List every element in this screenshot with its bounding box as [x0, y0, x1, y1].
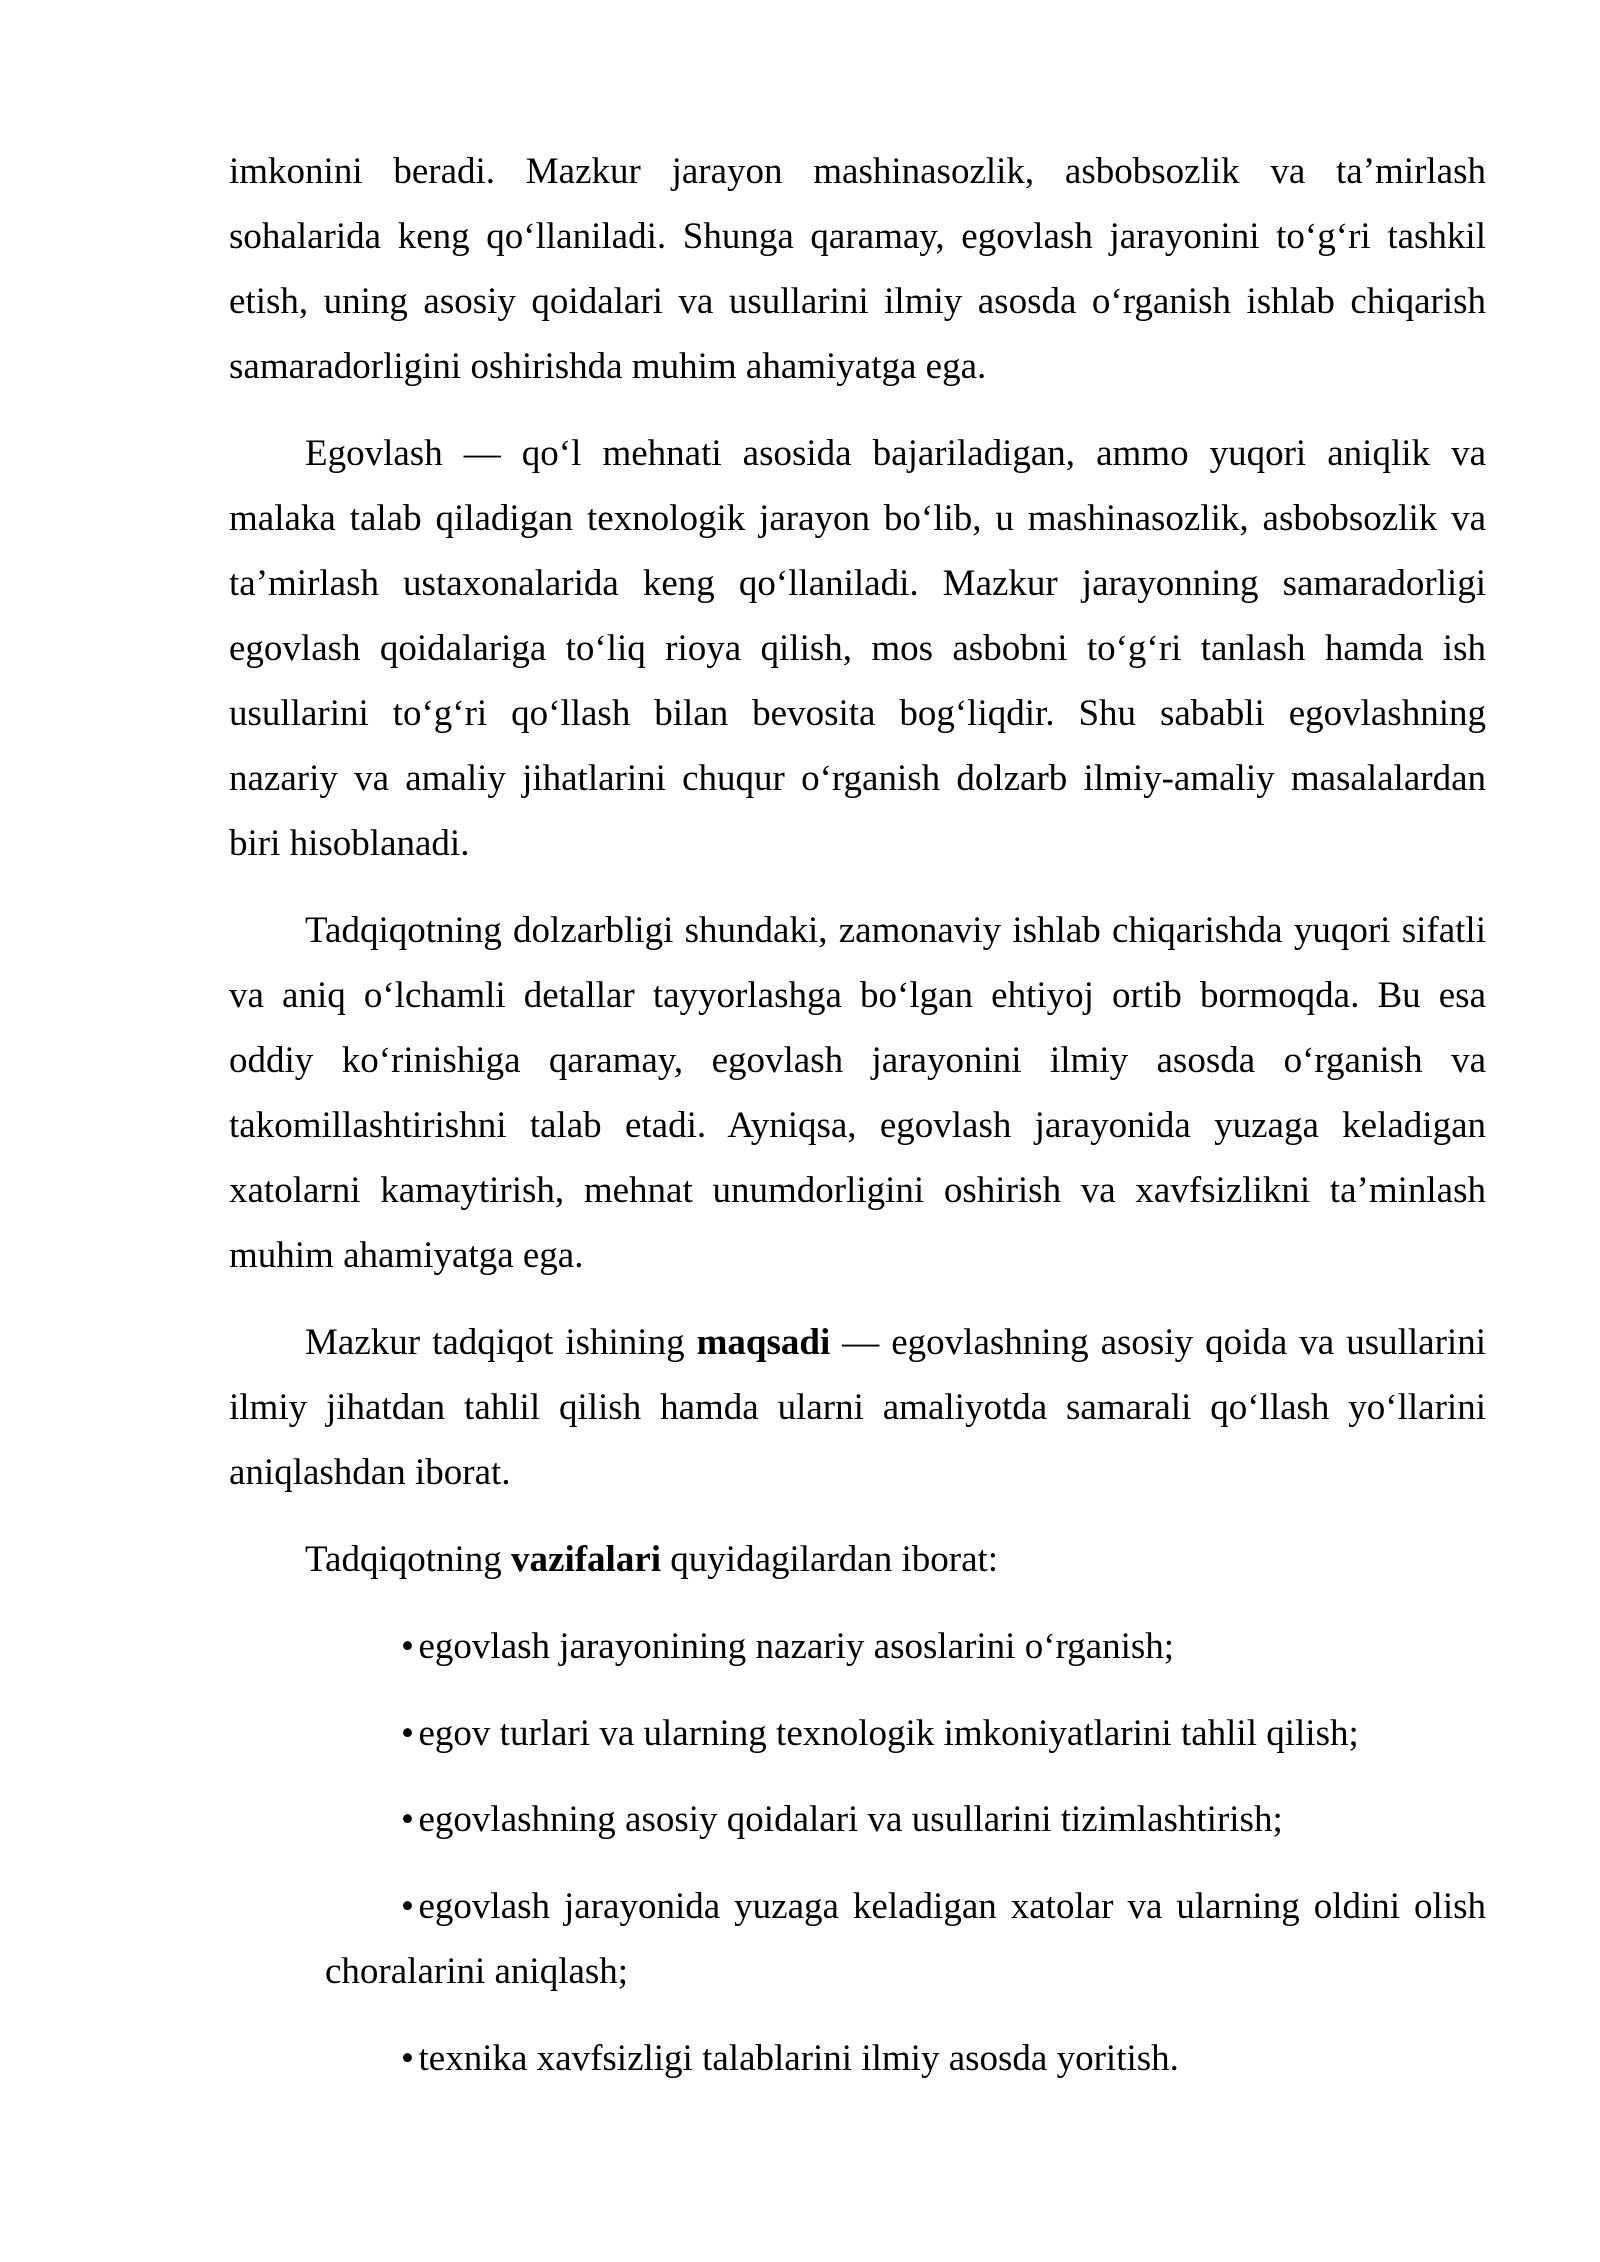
text-line — [325, 1874, 1486, 1939]
text-line — [325, 1701, 1486, 1766]
text-line — [229, 1527, 1486, 1592]
task-text: texnika xavfsizligi talablarini ilmiy asosda yoritish. — [418, 2038, 1179, 2080]
text-run: — egovlashning asosiy qoida va usullarini — [830, 1322, 1486, 1364]
text-line: imkonini beradi. Mazkur jarayon mashinasozlik, asbobsozlik va ta’mirlash — [229, 150, 1486, 192]
task-text: egov turlari va ularning texnologik imkoniyatlarini tahlil qilish; — [418, 1712, 1359, 1754]
text-line — [325, 1614, 1486, 1679]
text-run: Tadqiqotning — [305, 1539, 512, 1581]
text-line: choralarini aniqlash; — [325, 1951, 629, 1993]
task-item — [325, 1701, 1486, 1766]
bullet-marker: • — [401, 1886, 414, 1928]
tasks-term: vazifalari — [511, 1539, 662, 1581]
bullet-marker: • — [401, 1625, 414, 1667]
text-line: ta’mirlash ustaxonalarida keng qo‘llaniladi. Mazkur jarayonning samaradorligi — [229, 562, 1486, 604]
task-text: egovlash jarayonida yuzaga keladigan xatolar va ularning oldini olish — [418, 1886, 1486, 1928]
text-line: muhim ahamiyatga ega. — [229, 1235, 584, 1277]
text-run: quyidagilardan iborat: — [661, 1539, 999, 1581]
purpose-term: maqsadi — [696, 1322, 831, 1364]
task-item — [325, 1787, 1486, 1852]
bullet-marker: • — [401, 1712, 414, 1754]
text-line: malaka talab qiladigan texnologik jarayon bo‘lib, u mashinasozlik, asbobsozlik va — [229, 497, 1486, 539]
text-line: ilmiy jihatdan tahlil qilish hamda ularni amaliyotda samarali qo‘llash yo‘llarini — [229, 1387, 1486, 1429]
text-line: biri hisoblanadi. — [229, 823, 470, 865]
text-line: etish, uning asosiy qoidalari va usullarini ilmiy asosda o‘rganish ishlab chiqarish — [229, 280, 1486, 322]
text-line: samaradorligini oshirishda muhim ahamiyatga ega. — [229, 345, 987, 387]
text-line: nazariy va amaliy jihatlarini chuqur o‘rganish dolzarb ilmiy-amaliy masalalardan — [229, 758, 1486, 800]
text-line — [325, 2026, 1486, 2091]
task-text: egovlashning asosiy qoidalari va usullarini tizimlashtirish; — [418, 1799, 1283, 1841]
text-line: Egovlash — qo‘l mehnati asosida bajariladigan, ammo yuqori aniqlik va — [305, 432, 1486, 474]
body-text — [229, 139, 1486, 2113]
task-list — [229, 1614, 1486, 2091]
text-line — [325, 1787, 1486, 1852]
relevance-paragraph — [229, 898, 1486, 1289]
text-line: va aniq o‘lchamli detallar tayyorlashga bo‘lgan ehtiyoj ortib bormoqda. Bu esa — [229, 975, 1486, 1016]
definition-paragraph — [229, 421, 1486, 877]
text-line: aniqlashdan iborat. — [229, 1452, 511, 1494]
bullet-marker: • — [401, 1799, 414, 1841]
text-line: oddiy ko‘rinishiga qaramay, egovlash jarayonini ilmiy asosda o‘rganish va — [229, 1040, 1486, 1082]
text-line: egovlash qoidalariga to‘liq rioya qilish, mos asbobni to‘g‘ri tanlash hamda ish — [229, 627, 1486, 669]
continuation-paragraph — [229, 139, 1486, 399]
task-item — [325, 2026, 1486, 2091]
text-line: xatolarni kamaytirish, mehnat unumdorligini oshirish va xavfsizlikni ta’minlash — [229, 1170, 1486, 1212]
task-item — [325, 1614, 1486, 1679]
task-item — [325, 1874, 1486, 2004]
purpose-paragraph — [229, 1310, 1486, 1505]
text-line: sohalarida keng qo‘llaniladi. Shunga qaramay, egovlash jarayonini to‘g‘ri tashkil — [229, 215, 1486, 257]
text-line — [229, 1310, 1486, 1375]
tasks-intro-paragraph — [229, 1527, 1486, 1592]
text-line: Tadqiqotning dolzarbligi shundaki, zamonaviy ishlab chiqarishda yuqori sifatli — [305, 909, 1486, 951]
text-line: takomillashtirishni talab etadi. Ayniqsa, egovlash jarayonida yuzaga keladigan — [229, 1105, 1486, 1147]
bullet-marker: • — [401, 2038, 414, 2080]
task-text: egovlash jarayonining nazariy asoslarini o‘rganish; — [418, 1625, 1175, 1667]
text-run: Mazkur tadqiqot ishining — [305, 1322, 697, 1364]
text-line: usullarini to‘g‘ri qo‘llash bilan bevosita bog‘liqdir. Shu sababli egovlashning — [229, 692, 1486, 734]
